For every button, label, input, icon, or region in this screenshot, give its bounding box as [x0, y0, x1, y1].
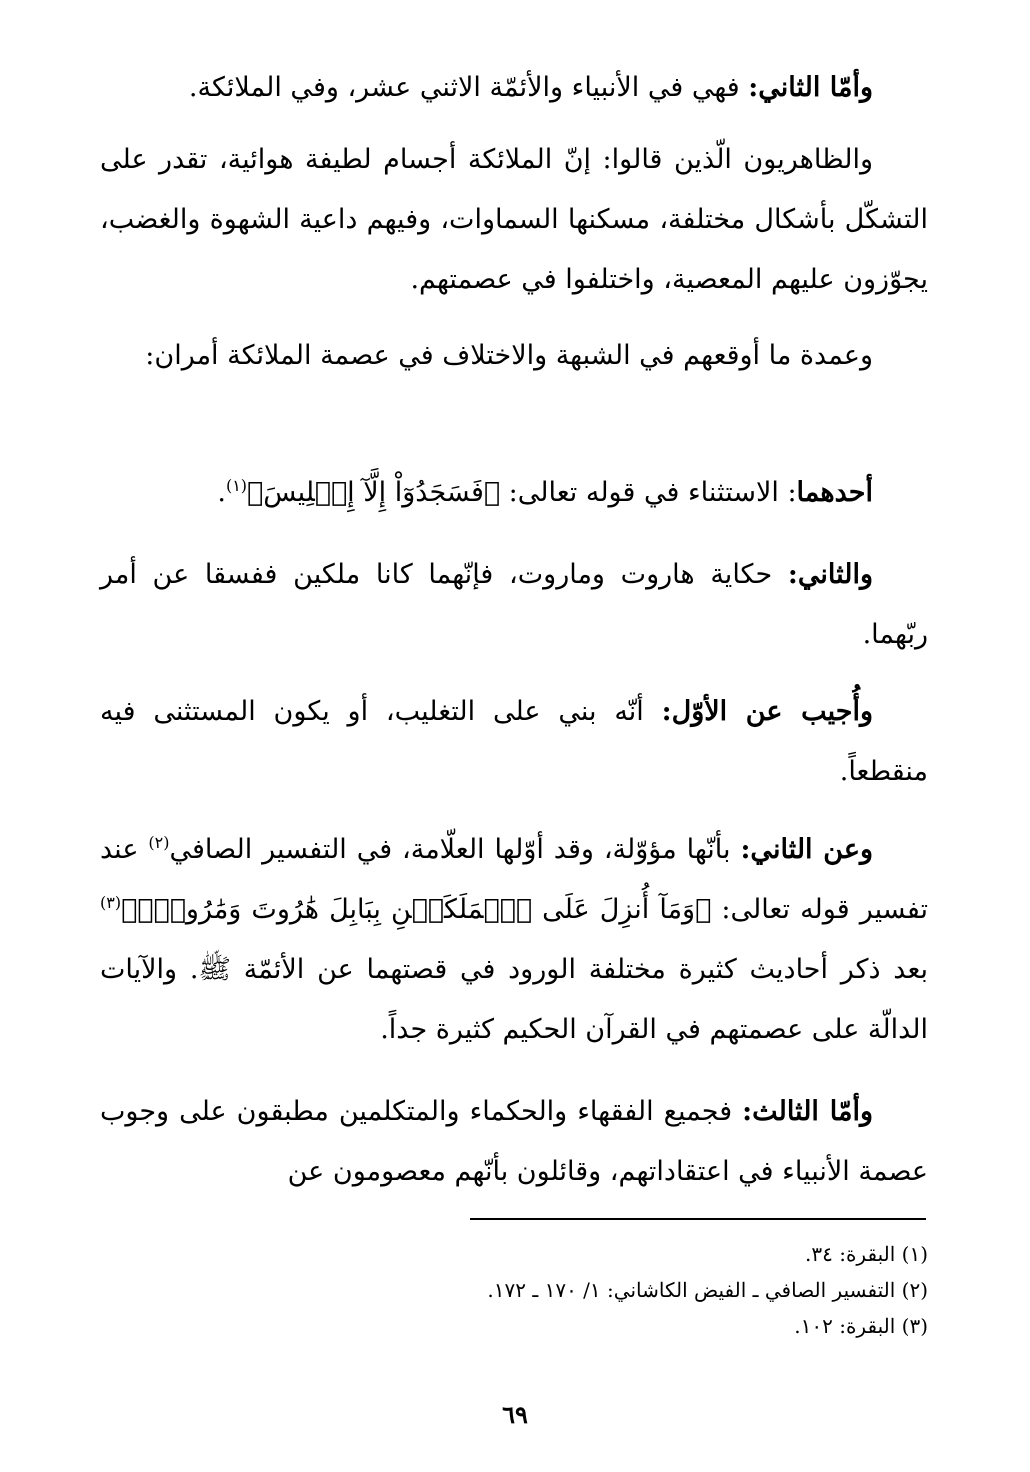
quran-verse-2: ﴿وَمَآ أُنزِلَ عَلَى ٱلۡمَلَكَيۡنِ بِبَابِلَ هَٰرُوتَ وَمَٰرُوتَۚ﴾ [121, 894, 712, 925]
paragraph-7-text-2: عند تفسير قوله تعالى: [100, 834, 929, 925]
paragraph-7 [100, 820, 928, 1060]
paragraph-1-lead: وأمّا الثاني: [748, 72, 873, 103]
page-number: ٦٩ [502, 1400, 528, 1429]
paragraph-1-text: فهي في الأنبياء والأئمّة الاثني عشر، وفي الملائكة. [188, 72, 749, 103]
paragraph-6-lead: وأُجيب عن الأوّل: [661, 696, 873, 727]
paragraph-5-lead: والثاني: [787, 559, 873, 590]
paragraph-7-lead: وعن الثاني: [740, 834, 873, 865]
footnote-1: (١) البقرة: ٣٤. [805, 1242, 928, 1266]
footnote-ref-1: (١) [225, 476, 248, 495]
paragraph-7-text-1: بأنّها مؤوّلة، وقد أوّلها العلّامة، في التفسير الصافي [169, 834, 741, 865]
paragraph-4 [100, 463, 928, 523]
paragraph-6-text: أنّه بني على التغليب، أو يكون المستثنى فيه منقطعاً. [100, 696, 928, 787]
footnote-ref-2: (٢) [148, 833, 170, 852]
footnote-ref-3: (٣) [100, 893, 122, 912]
paragraph-3-text: وعمدة ما أوقعهم في الشبهة والاختلاف في عصمة الملائكة أمران: [145, 340, 873, 371]
paragraph-4-text: : الاستثناء في قوله تعالى: [500, 477, 797, 508]
paragraph-6 [100, 682, 928, 802]
paragraph-8-text: فجميع الفقهاء والحكماء والمتكلمين مطبقون على وجوب عصمة الأنبياء في اعتقاداتهم، وقائلون بأنّهم معصومون عن [100, 1096, 928, 1187]
paragraph-7-text-3: بعد ذكر أحاديث كثيرة مختلفة الورود في قصتهما عن الأئمّة ﷺ. والآيات الدالّة على عصمتهم في القرآن الحكيم كثيرة جداً. [100, 954, 928, 1045]
paragraph-4-lead: أحدهما [796, 477, 873, 508]
quran-verse-1: ﴿فَسَجَدُوٓاْ إِلَّآ إِبۡلِيسَ﴾ [247, 477, 501, 508]
paragraph-8-lead: وأمّا الثالث: [742, 1096, 873, 1127]
paragraph-4-end: . [217, 477, 226, 508]
paragraph-1 [100, 58, 928, 118]
paragraph-2 [100, 130, 928, 310]
footnote-separator [470, 1218, 926, 1220]
paragraph-5 [100, 545, 928, 665]
footnote-3: (٣) البقرة: ١٠٢. [794, 1314, 928, 1338]
paragraph-8 [100, 1082, 928, 1202]
paragraph-3 [100, 326, 928, 386]
footnote-2: (٢) التفسير الصافي ـ الفيض الكاشاني: ١/ ١٧٠ ـ ١٧٢. [487, 1278, 928, 1302]
paragraph-5-text: حكاية هاروت وماروت، فإنّهما كانا ملكين ففسقا عن أمر ربّهما. [100, 559, 928, 650]
paragraph-2-text: والظاهريون الّذين قالوا: إنّ الملائكة أجسام لطيفة هوائية، تقدر على التشكّل بأشكال مختلفة، مسكنها السماوات، وفيهم داعية الشهوة والغضب، يجوّزون عليهم المعصية، واختلفوا في عصمتهم. [100, 144, 928, 295]
